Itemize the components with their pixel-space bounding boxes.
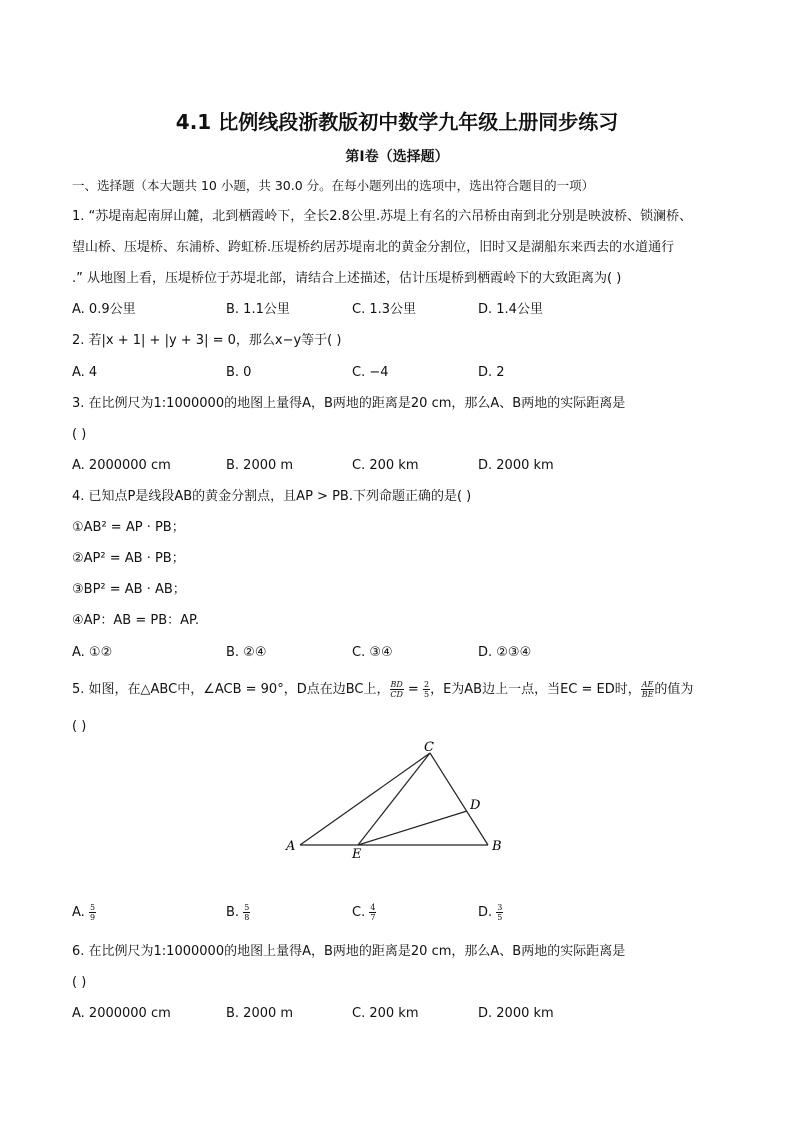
option-c[interactable]: C. 1.3公里 xyxy=(352,302,417,317)
question-4-statement-1: ①AB² = AP · PB； xyxy=(72,520,185,535)
option-c[interactable]: C. ③④ xyxy=(352,645,393,660)
option-a[interactable]: A. 0.9公里 xyxy=(72,302,136,317)
option-b[interactable]: B. $\frac{5}{8}$ xyxy=(226,903,250,922)
question-1-line-2: 望山桥、压堤桥、东浦桥、跨虹桥.压堤桥约居苏堤南北的黄金分割位，旧时又是湖船东来西去的水道通行 xyxy=(72,240,675,255)
triangle-figure xyxy=(280,735,510,865)
segment-ec xyxy=(358,753,430,845)
label-e: E xyxy=(352,847,362,862)
option-d[interactable]: D. 2000 km xyxy=(478,1006,554,1021)
option-d[interactable]: D. 2000 km xyxy=(478,458,554,473)
page-title: 4.1 比例线段浙教版初中数学九年级上册同步练习 xyxy=(175,110,619,134)
fraction-bd-cd: $\frac{BD}{CD}$ xyxy=(390,680,403,699)
option-c[interactable]: C. 200 km xyxy=(352,1006,419,1021)
segment-ac xyxy=(300,753,430,845)
question-1-line-1: 1. “苏堤南起南屏山麓，北到栖霞岭下，全长2.8公里.苏堤上有名的六吊桥由南到北分别是映波桥、锁澜桥、 xyxy=(72,209,693,224)
option-a[interactable]: A. $\frac{5}{9}$ xyxy=(72,903,96,922)
option-b[interactable]: B. 1.1公里 xyxy=(226,302,290,317)
question-4-statement-4: ④AP：AB = PB：AP. xyxy=(72,613,199,628)
question-5-text-a: 5. 如图，在△ABC中，∠ACB = 90°，D点在边BC上， xyxy=(72,682,390,697)
option-a[interactable]: A. 2000000 cm xyxy=(72,1006,171,1021)
option-d[interactable]: D. $\frac{3}{5}$ xyxy=(478,903,503,922)
label-d: D xyxy=(470,798,481,813)
section-heading: 一、选择题（本大题共 10 小题，共 30.0 分。在每小题列出的选项中，选出符合题目的一项） xyxy=(72,178,595,193)
label-c: C xyxy=(424,740,434,755)
option-a[interactable]: A. 4 xyxy=(72,365,98,380)
question-6-line-1: 6. 在比例尺为1:1000000的地图上量得A，B两地的距离是20 cm，那么A、B两地的实际距离是 xyxy=(72,944,626,959)
question-4-line-1: 4. 已知点P是线段AB的黄金分割点，且AP > PB.下列命题正确的是( ) xyxy=(72,489,472,504)
question-5-text-b: ，E为AB边上一点，当EC = ED时， xyxy=(430,682,641,697)
question-3-line-1: 3. 在比例尺为1:1000000的地图上量得A，B两地的距离是20 cm，那么A、B两地的实际距离是 xyxy=(72,396,626,411)
option-d[interactable]: D. ②③④ xyxy=(478,645,532,660)
question-5-line-1 xyxy=(72,680,693,699)
option-b[interactable]: B. ②④ xyxy=(226,645,267,660)
fraction-ae-be: $\frac{AE}{BE}$ xyxy=(641,680,654,699)
option-c[interactable]: C. −4 xyxy=(352,365,389,380)
question-6-line-2: ( ) xyxy=(72,975,87,990)
question-4-statement-3: ③BP² = AB · AB； xyxy=(72,582,186,597)
option-c[interactable]: C. $\frac{4}{7}$ xyxy=(352,903,376,922)
question-5-text-c: 的值为 xyxy=(654,682,694,697)
label-a: A xyxy=(286,839,296,854)
option-b[interactable]: B. 2000 m xyxy=(226,458,294,473)
option-b[interactable]: B. 0 xyxy=(226,365,252,380)
fraction-2-5: $\frac{2}{5}$ xyxy=(423,680,430,699)
option-a[interactable]: A. ①② xyxy=(72,645,113,660)
option-b[interactable]: B. 2000 m xyxy=(226,1006,294,1021)
option-d[interactable]: D. 1.4公里 xyxy=(478,302,543,317)
question-5-eq: = xyxy=(403,682,423,697)
volume-title: 第I卷（选择题） xyxy=(345,149,449,165)
question-4-statement-2: ②AP² = AB · PB； xyxy=(72,551,185,566)
segment-ed xyxy=(358,811,467,845)
question-3-line-2: ( ) xyxy=(72,427,87,442)
option-a[interactable]: A. 2000000 cm xyxy=(72,458,171,473)
option-d[interactable]: D. 2 xyxy=(478,365,505,380)
option-c[interactable]: C. 200 km xyxy=(352,458,419,473)
question-5-line-2: ( ) xyxy=(72,719,87,734)
question-2-line-1: 2. 若|x + 1| + |y + 3| = 0，那么x−y等于( ) xyxy=(72,333,342,348)
question-1-line-3: .” 从地图上看，压堤桥位于苏堤北部，请结合上述描述，估计压堤桥到栖霞岭下的大致距离为( ) xyxy=(72,271,622,286)
label-b: B xyxy=(492,839,502,854)
